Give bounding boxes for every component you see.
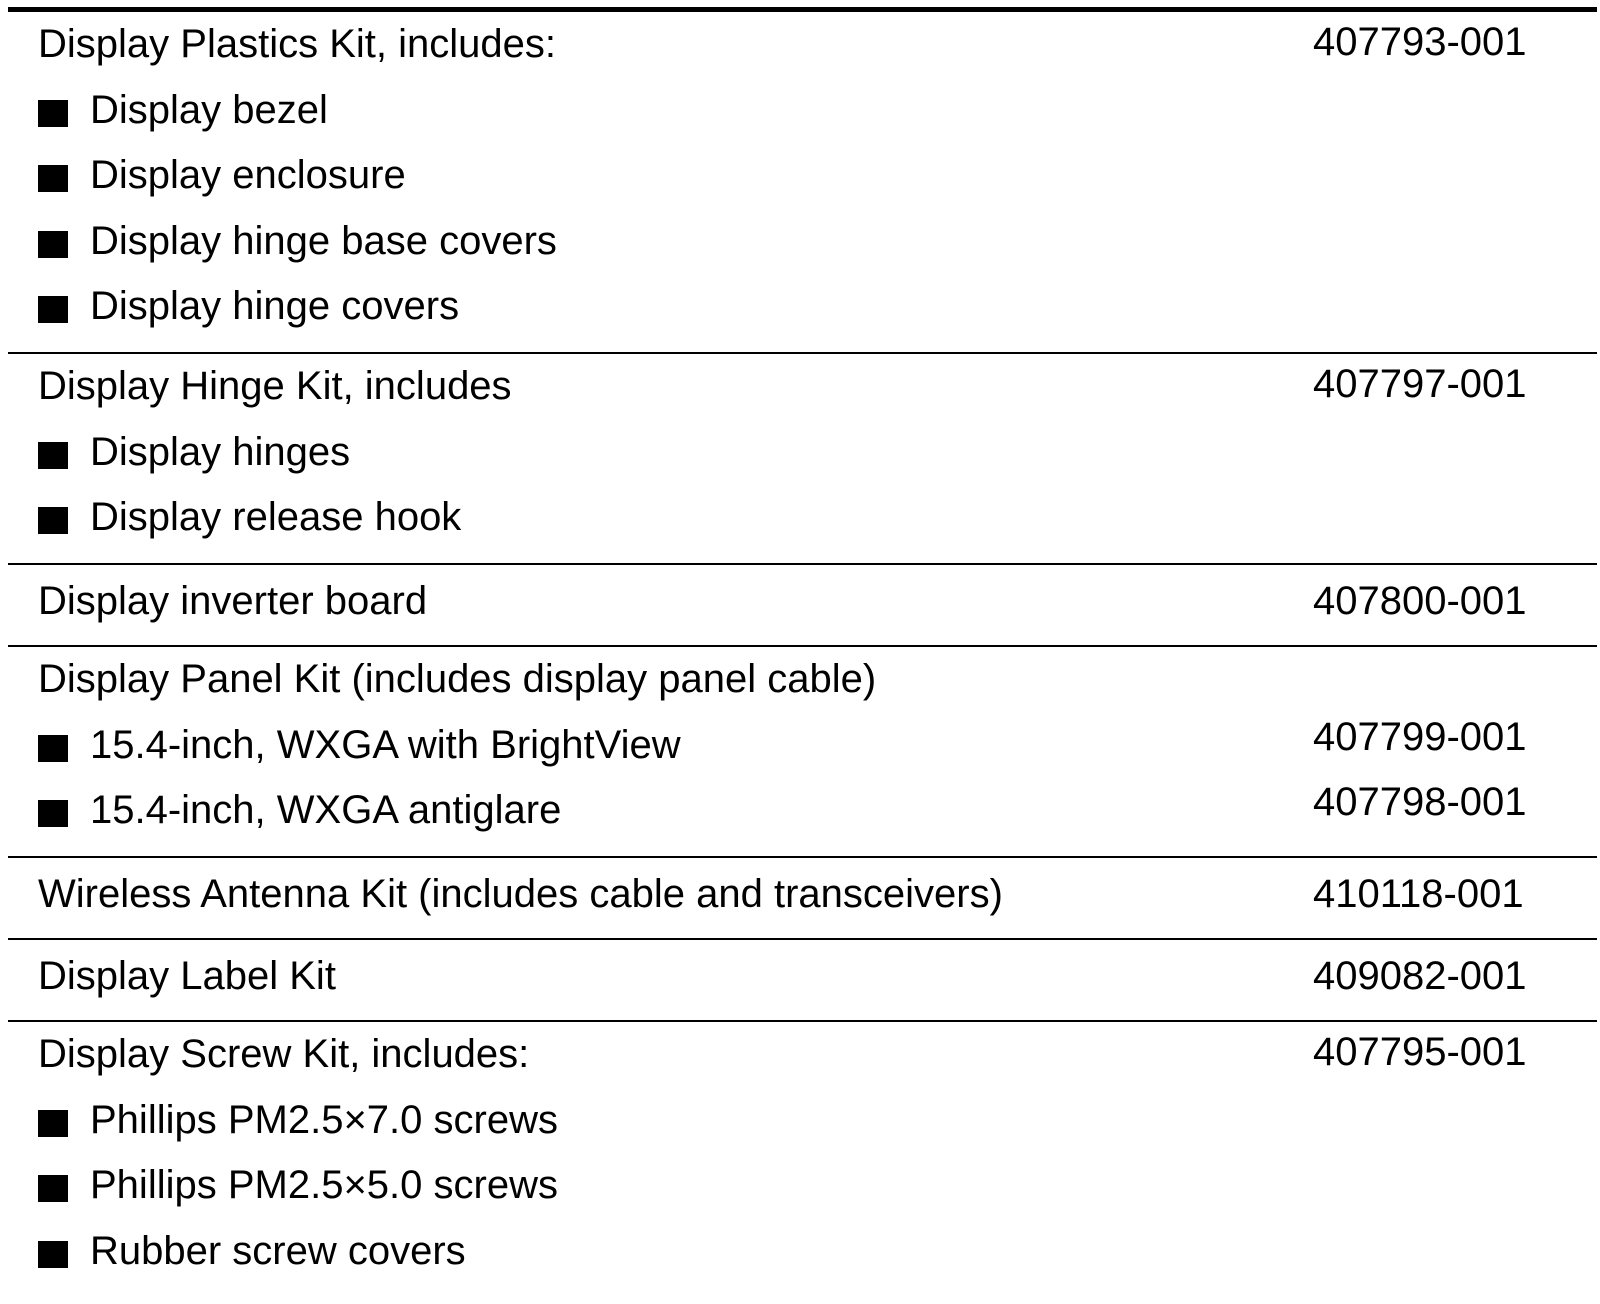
list-item-label: 15.4-inch, WXGA with BrightView — [90, 722, 681, 767]
row-header-line — [8, 940, 1597, 1020]
list-item-label: Rubber screw covers — [90, 1228, 466, 1273]
list-item-label: Display hinge covers — [90, 284, 460, 328]
table-row — [8, 12, 1597, 354]
part-number: 407800-001 — [1313, 579, 1527, 623]
list-item-label: Display release hook — [90, 495, 462, 539]
row-header-line — [8, 858, 1597, 938]
part-number: 407793-001 — [1313, 20, 1527, 64]
item-title: Display Panel Kit (includes display panel cable) — [38, 657, 877, 701]
bullet-square-icon — [38, 507, 68, 534]
part-number: 407798-001 — [1313, 780, 1527, 824]
row-header-line — [8, 12, 1597, 78]
item-title: Display Label Kit — [38, 954, 336, 998]
item-title: Display Screw Kit, includes: — [38, 1032, 530, 1076]
row-header-line — [8, 1022, 1597, 1088]
list-item — [8, 274, 1597, 340]
table-row — [8, 354, 1597, 565]
row-header-line — [8, 354, 1597, 420]
list-item-label: Phillips PM2.5×5.0 screws — [90, 1163, 558, 1207]
list-item-label: Display hinge base covers — [90, 218, 557, 263]
list-item-label: Phillips PM2.5×7.0 screws — [90, 1097, 558, 1142]
list-item — [8, 143, 1597, 209]
list-item — [8, 1088, 1597, 1154]
bullet-square-icon — [38, 100, 68, 127]
list-item-label: 15.4-inch, WXGA antiglare — [90, 788, 562, 832]
item-title: Display Plastics Kit, includes: — [38, 22, 556, 66]
part-number: 407799-001 — [1313, 714, 1527, 759]
list-item — [8, 485, 1597, 551]
list-item-label: Display enclosure — [90, 153, 406, 197]
table-row — [8, 1022, 1597, 1292]
bullet-square-icon — [38, 442, 68, 469]
bullet-square-icon — [38, 1110, 68, 1137]
list-item — [8, 420, 1597, 486]
bullet-square-icon — [38, 231, 68, 258]
table-row — [8, 647, 1597, 858]
table-row — [8, 858, 1597, 940]
item-title: Display inverter board — [38, 579, 428, 623]
table-row — [8, 565, 1597, 647]
list-item — [8, 78, 1597, 144]
bullet-square-icon — [38, 735, 68, 762]
bullet-square-icon — [38, 800, 68, 827]
part-number: 407795-001 — [1313, 1030, 1527, 1074]
row-header-line — [8, 647, 1597, 713]
part-number: 410118-001 — [1313, 872, 1524, 916]
bullet-square-icon — [38, 1175, 68, 1202]
bullet-square-icon — [38, 165, 68, 192]
bullet-square-icon — [38, 1241, 68, 1268]
table-row — [8, 940, 1597, 1022]
spare-parts-table — [8, 7, 1597, 1292]
item-title: Display Hinge Kit, includes — [38, 364, 512, 408]
list-item — [8, 1153, 1597, 1219]
bullet-square-icon — [38, 296, 68, 323]
list-item-label: Display hinges — [90, 429, 351, 474]
list-item — [8, 713, 1597, 779]
list-item-label: Display bezel — [90, 87, 328, 132]
part-number: 409082-001 — [1313, 954, 1527, 998]
list-item — [8, 209, 1597, 275]
item-title: Wireless Antenna Kit (includes cable and transceivers) — [38, 872, 1003, 916]
row-header-line — [8, 565, 1597, 645]
part-number: 407797-001 — [1313, 362, 1527, 406]
list-item — [8, 1219, 1597, 1285]
list-item — [8, 778, 1597, 844]
